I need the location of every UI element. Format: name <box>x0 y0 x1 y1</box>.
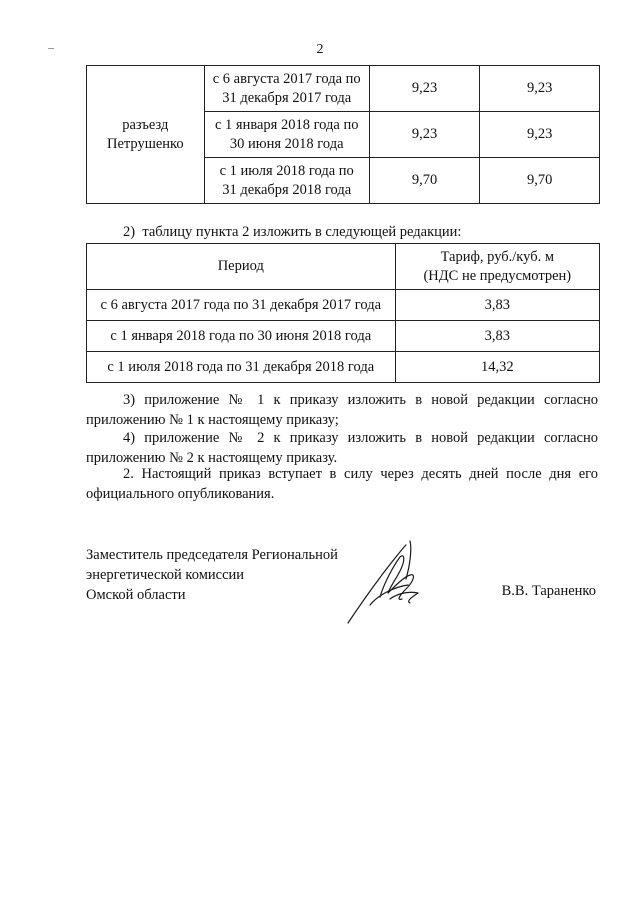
header-period: Период <box>87 244 396 290</box>
paragraph-text: 2. Настоящий приказ вступает в силу через десять дней после дня его официального опубликования. <box>86 466 598 502</box>
table-row <box>87 352 600 383</box>
item-2-text: 2) таблицу пункта 2 изложить в следующей редакции: <box>123 224 462 240</box>
value-cell: 9,23 <box>369 112 480 158</box>
tariff-cell: 3,83 <box>395 321 599 352</box>
value-cell: 9,23 <box>369 66 480 112</box>
period-cell: с 1 января 2018 года по 30 июня 2018 года <box>87 321 396 352</box>
period-cell: с 6 августа 2017 года по 31 декабря 2017 года <box>204 66 369 112</box>
table-row <box>87 290 600 321</box>
value-cell: 9,70 <box>369 158 480 204</box>
signatory-name: В.В. Тараненко <box>501 583 596 599</box>
tariff-cell: 3,83 <box>395 290 599 321</box>
signatory-title <box>86 545 338 605</box>
paragraph-text: 3) приложение № 1 к приказу изложить в новой редакции согласно приложению № 1 к настоящему приказу; <box>86 392 598 428</box>
paragraph-point-2 <box>86 464 598 504</box>
value-cell: 9,70 <box>480 158 600 204</box>
header-tariff-line: (НДС не предусмотрен) <box>423 267 572 284</box>
header-tariff-line: Тариф, руб./куб. м <box>440 248 554 265</box>
page-number: 2 <box>316 42 324 57</box>
period-cell: с 1 января 2018 года по 30 июня 2018 года <box>204 112 369 158</box>
paragraph-text: 4) приложение № 2 к приказу изложить в новой редакции согласно приложению № 2 к настоящему приказу. <box>86 430 598 466</box>
period-cell: с 6 августа 2017 года по 31 декабря 2017 года <box>87 290 396 321</box>
period-cell: с 1 июля 2018 года по 31 декабря 2018 года <box>204 158 369 204</box>
paragraph-item-4 <box>86 428 598 468</box>
signatory-title-line: энергетической комиссии <box>86 567 245 583</box>
value-cell: 9,23 <box>480 112 600 158</box>
table-row <box>87 66 600 112</box>
table-header-row <box>87 244 600 290</box>
tariff-cell: 14,32 <box>395 352 599 383</box>
table-row <box>87 321 600 352</box>
paragraph-item-3 <box>86 390 598 430</box>
tariff-table-1 <box>86 65 600 204</box>
signatory-title-line: Заместитель председателя Региональной <box>86 547 338 563</box>
signatory-title-line: Омской области <box>86 587 186 603</box>
handwritten-signature <box>340 535 440 630</box>
header-tariff <box>395 244 599 290</box>
period-cell: с 1 июля 2018 года по 31 декабря 2018 года <box>87 352 396 383</box>
stray-mark <box>48 48 54 49</box>
value-cell: 9,23 <box>480 66 600 112</box>
tariff-table-2 <box>86 243 600 383</box>
location-cell: разъезд Петрушенко <box>87 66 205 204</box>
